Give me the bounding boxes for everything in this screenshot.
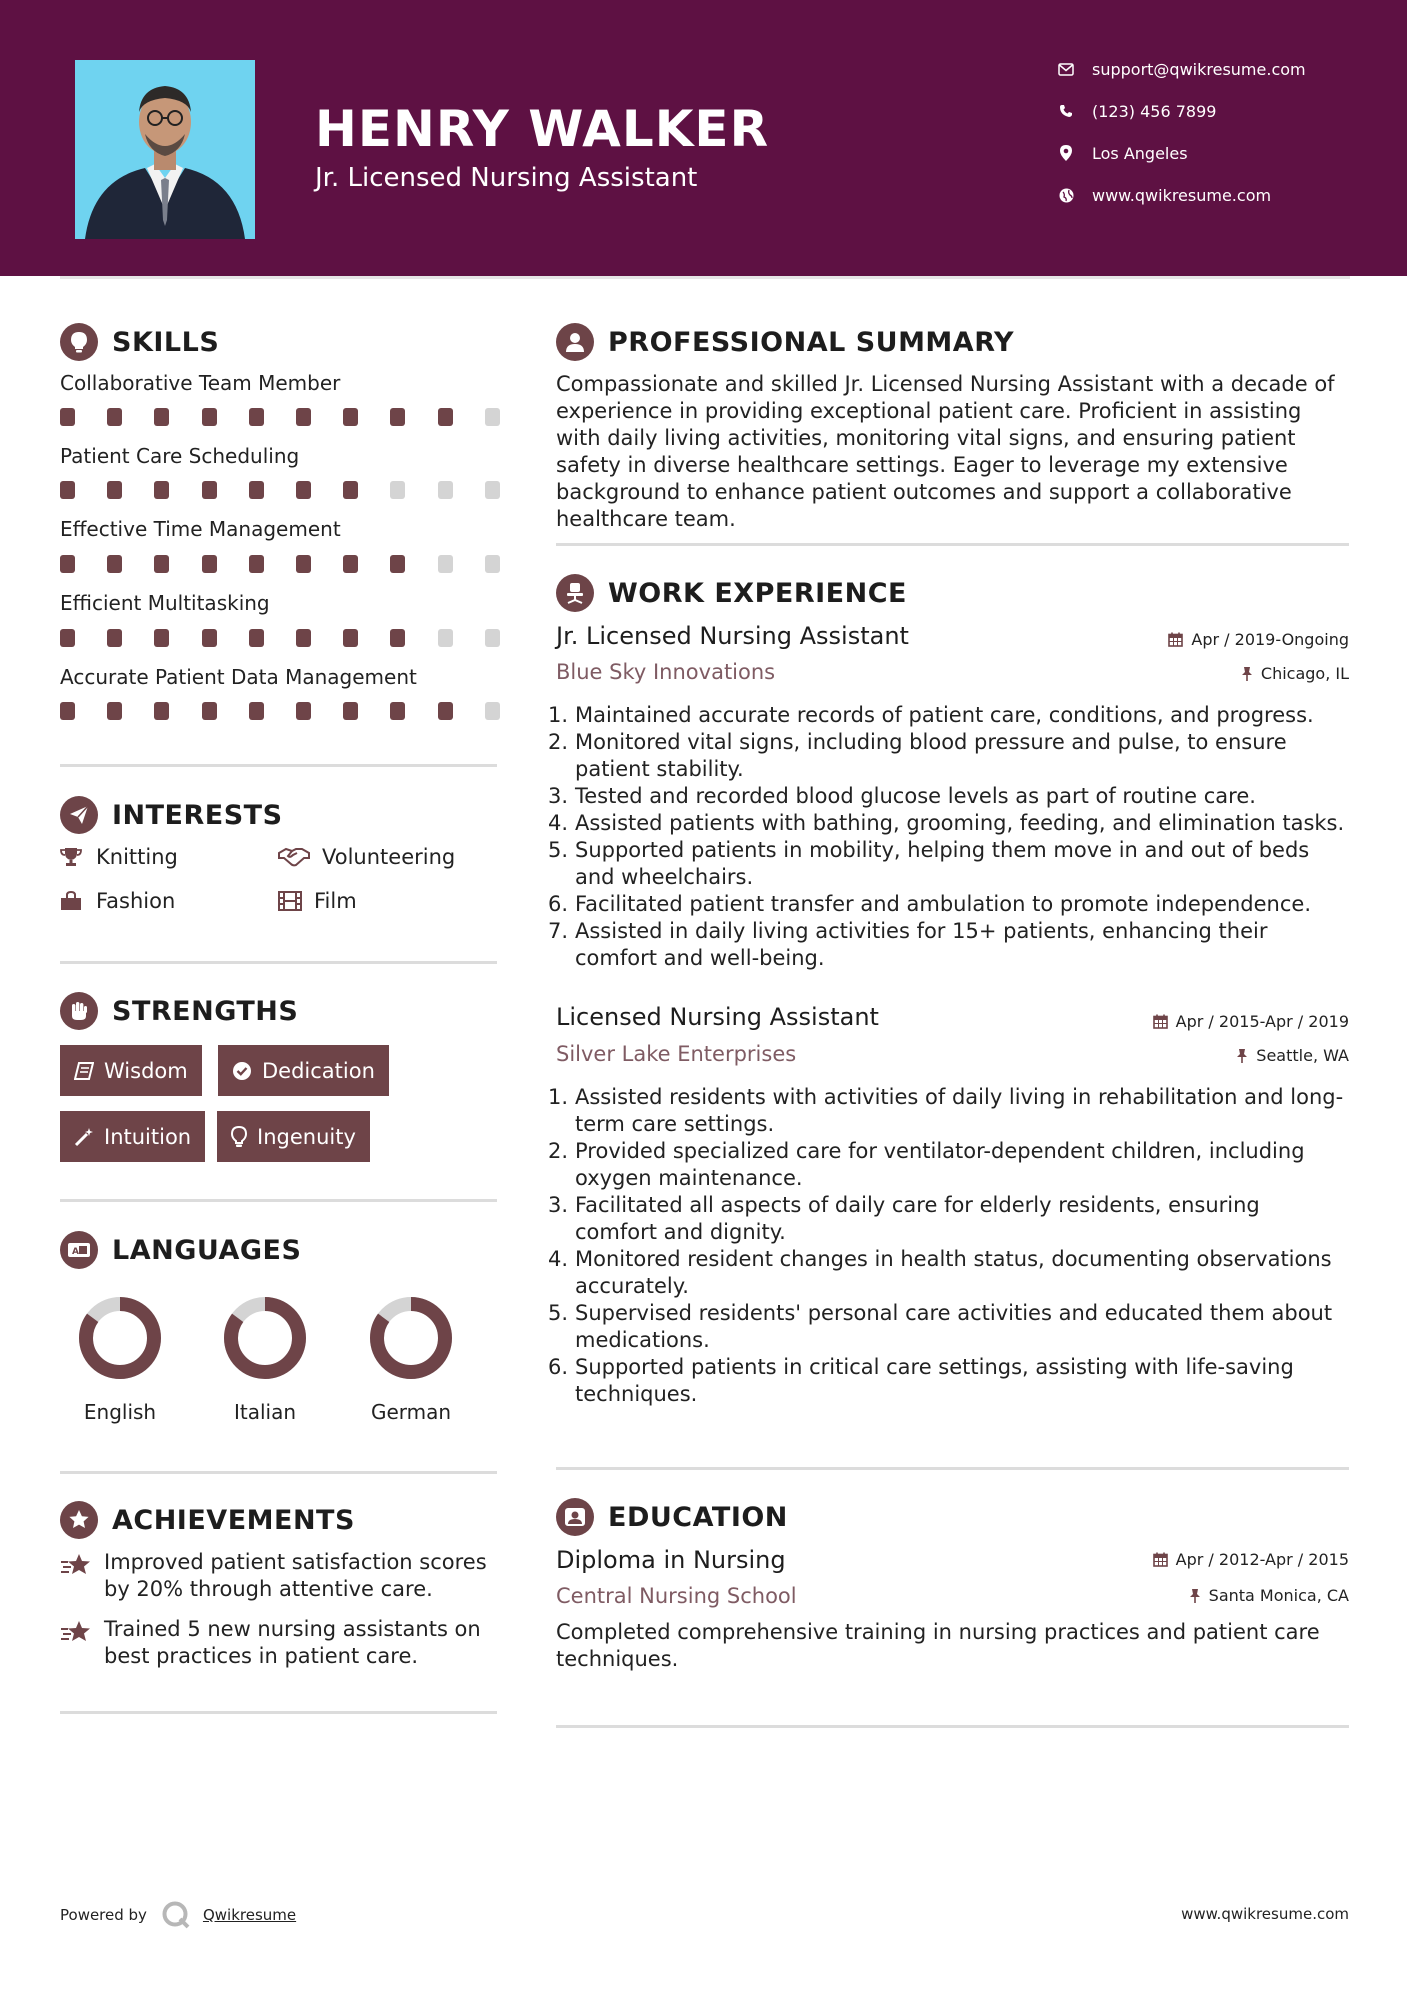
languages-title: LANGUAGES (112, 1234, 302, 1266)
job-dates-text: Apr / 2015-Apr / 2019 (1175, 1012, 1349, 1031)
film-icon (278, 891, 304, 911)
skill-dot (249, 408, 264, 426)
skill-dot (202, 629, 217, 647)
skill-dot (390, 481, 405, 499)
bullet-item: 2. Monitored vital signs, including blood pressure and pulse, to ensure patient stability. (548, 730, 1287, 781)
paper-plane-icon (60, 796, 98, 834)
skill-dot (485, 555, 500, 573)
strength-tag (60, 1111, 205, 1162)
skill-dot (202, 555, 217, 573)
section-divider (60, 1711, 497, 1714)
skill-rating (60, 629, 500, 647)
skill-dot (485, 629, 500, 647)
education-title: EDUCATION (608, 1501, 788, 1533)
language-donut (368, 1295, 454, 1381)
summary-title: PROFESSIONAL SUMMARY (608, 326, 1015, 358)
skill-dot (343, 702, 358, 720)
bullet-item: 6. Supported patients in critical care settings, assisting with life-saving techniques. (548, 1355, 1294, 1406)
contact-location (1055, 142, 1375, 164)
summary-text: Compassionate and skilled Jr. Licensed Nursing Assistant with a decade of experience in providing exceptional patient care. Proficient in assisting with daily living activities, monitoring vital signs, and ensuring patient safety in diverse healthcare settings. Eager to leverage my extensive background to enhance patient outcomes and support a collaborative healthcare team. (556, 372, 1335, 531)
magic-wand-icon (74, 1127, 94, 1147)
skill-dot (343, 408, 358, 426)
handshake-icon (278, 847, 312, 867)
skill-dot (296, 555, 311, 573)
skill-name: Effective Time Management (60, 517, 341, 541)
strength-tag (218, 1045, 389, 1096)
achievement-item (60, 1616, 500, 1670)
section-divider (556, 1467, 1349, 1470)
job-location-text: Chicago, IL (1260, 664, 1349, 683)
interest-item (278, 845, 455, 869)
skill-dot (60, 702, 75, 720)
education-description: Completed comprehensive training in nursing practices and patient care techniques. (556, 1620, 1320, 1671)
interest-item (278, 889, 357, 913)
education-location-text: Santa Monica, CA (1208, 1586, 1349, 1605)
skill-dot (438, 481, 453, 499)
skill-dot (296, 481, 311, 499)
candidate-name: HENRY WALKER (315, 100, 770, 158)
job-dates-text: Apr / 2019-Ongoing (1191, 630, 1349, 649)
skill-dot (390, 555, 405, 573)
company-name: Silver Lake Enterprises (556, 1042, 797, 1066)
skill-dot (296, 408, 311, 426)
skill-dot (485, 702, 500, 720)
section-divider (556, 543, 1349, 546)
resume-header (0, 0, 1407, 276)
skill-rating (60, 408, 500, 426)
section-divider (60, 1199, 497, 1202)
skill-dot (60, 555, 75, 573)
bullet-item: 6. Facilitated patient transfer and ambulation to promote independence. (548, 892, 1311, 916)
skill-dot (107, 629, 122, 647)
section-divider (60, 961, 497, 964)
bullet-item: 5. Supervised residents' personal care activities and educated them about medications. (548, 1301, 1333, 1352)
skill-dot (60, 629, 75, 647)
lightbulb-icon (60, 323, 98, 361)
interest-label: Knitting (96, 845, 178, 869)
skill-dot (296, 702, 311, 720)
skill-rating (60, 481, 500, 499)
skill-dot (249, 481, 264, 499)
bullet-item: 4. Monitored resident changes in health status, documenting observations accurately. (548, 1247, 1332, 1298)
contact-location-text: Los Angeles (1092, 143, 1188, 163)
job-dates (1168, 630, 1349, 649)
section-divider (60, 764, 497, 767)
bullet-item: 3. Tested and recorded blood glucose levels as part of routine care. (548, 784, 1256, 808)
lightbulb-icon (231, 1126, 247, 1148)
bullet-item: 1. Maintained accurate records of patient care, conditions, and progress. (548, 703, 1314, 727)
experience-heading (556, 574, 907, 612)
interest-item (60, 889, 175, 913)
skill-dot (202, 481, 217, 499)
job-location (1241, 664, 1349, 683)
strength-label: Wisdom (104, 1058, 188, 1083)
section-divider (556, 1725, 1349, 1728)
degree-name: Diploma in Nursing (556, 1546, 786, 1574)
experience-title: WORK EXPERIENCE (608, 577, 907, 609)
skill-name: Accurate Patient Data Management (60, 665, 417, 689)
interests-heading (60, 796, 283, 834)
skill-dot (154, 481, 169, 499)
bullet-item: 2. Provided specialized care for ventilator-dependent children, including oxygen maintenance. (548, 1139, 1305, 1190)
company-name: Blue Sky Innovations (556, 660, 776, 684)
skill-dot (154, 702, 169, 720)
school-name: Central Nursing School (556, 1584, 797, 1608)
star-badge-icon (60, 1501, 98, 1539)
skills-title: SKILLS (112, 326, 220, 358)
skill-dot (343, 629, 358, 647)
contact-phone-text: (123) 456 7899 (1092, 101, 1217, 121)
languages-heading (60, 1231, 301, 1269)
interest-item (60, 845, 178, 869)
calendar-icon (1153, 1552, 1168, 1567)
skill-dot (438, 408, 453, 426)
calendar-icon (1153, 1014, 1168, 1029)
skill-dot (249, 555, 264, 573)
skill-dot (249, 702, 264, 720)
skill-name: Collaborative Team Member (60, 371, 341, 395)
language-donut (222, 1295, 308, 1381)
strength-label: Intuition (104, 1124, 192, 1149)
skill-dot (438, 555, 453, 573)
skill-dot (249, 629, 264, 647)
contact-website-text: www.qwikresume.com (1092, 185, 1272, 205)
skill-dot (202, 702, 217, 720)
skill-dot (296, 629, 311, 647)
skill-name: Efficient Multitasking (60, 591, 270, 615)
skill-dot (390, 408, 405, 426)
svg-text:A: A (72, 1247, 79, 1257)
star-icon (60, 1549, 104, 1603)
education-dates-text: Apr / 2012-Apr / 2015 (1175, 1550, 1349, 1569)
skill-rating (60, 555, 500, 573)
footer-powered-by (60, 1900, 296, 1930)
skills-heading (60, 323, 219, 361)
skill-dot (485, 481, 500, 499)
powered-by-text: Powered by (60, 1906, 147, 1924)
skill-dot (390, 702, 405, 720)
user-icon (556, 323, 594, 361)
skill-dot (107, 481, 122, 499)
job-dates (1153, 1012, 1349, 1031)
interest-label: Volunteering (322, 845, 456, 869)
achievement-text: Trained 5 new nursing assistants on best practices in patient care. (104, 1617, 481, 1668)
profile-photo (75, 60, 255, 239)
language-label: Italian (233, 1400, 297, 1424)
summary-heading (556, 323, 1014, 361)
skill-dot (107, 408, 122, 426)
book-icon (74, 1062, 94, 1080)
skill-dot (60, 481, 75, 499)
education-dates (1153, 1550, 1349, 1569)
achievements-title: ACHIEVEMENTS (112, 1504, 355, 1536)
globe-icon (1055, 184, 1077, 206)
strength-tag (217, 1111, 370, 1162)
skill-dot (60, 408, 75, 426)
bullet-item: 5. Supported patients in mobility, helping them move in and out of beds and wheelchairs. (548, 838, 1310, 889)
achievement-text: Improved patient satisfaction scores by 20% through attentive care. (104, 1550, 487, 1601)
skill-dot (485, 408, 500, 426)
envelope-icon (1055, 58, 1077, 80)
job-bullets (548, 702, 1346, 972)
graduate-icon (556, 1498, 594, 1536)
strength-tag (60, 1045, 202, 1096)
bullet-item: 7. Assisted in daily living activities for 15+ patients, enhancing their comfort and well-being. (548, 919, 1268, 970)
map-pin-icon (1055, 142, 1077, 164)
skill-dot (154, 629, 169, 647)
education-heading (556, 1498, 788, 1536)
job-bullets (548, 1084, 1346, 1408)
skill-dot (343, 555, 358, 573)
skill-dot (202, 408, 217, 426)
contact-phone[interactable] (1055, 100, 1375, 122)
job-role: Jr. Licensed Nursing Assistant (556, 622, 909, 650)
trophy-icon (60, 847, 86, 867)
skill-dot (390, 629, 405, 647)
skill-name: Patient Care Scheduling (60, 444, 300, 468)
contact-website[interactable] (1055, 184, 1375, 206)
header-divider (60, 276, 1350, 279)
calendar-icon (1168, 632, 1183, 647)
job-role: Licensed Nursing Assistant (556, 1003, 879, 1031)
candidate-title: Jr. Licensed Nursing Assistant (315, 163, 698, 193)
strength-label: Ingenuity (257, 1124, 356, 1149)
bullet-item: 4. Assisted patients with bathing, grooming, feeding, and elimination tasks. (548, 811, 1345, 835)
strength-label: Dedication (262, 1058, 375, 1083)
strengths-title: STRENGTHS (112, 995, 299, 1027)
strengths-heading (60, 992, 298, 1030)
bullet-item: 3. Facilitated all aspects of daily care for elderly residents, ensuring comfort and dignity. (548, 1193, 1260, 1244)
interest-label: Film (314, 889, 357, 913)
footer-website[interactable]: www.qwikresume.com (1181, 1905, 1349, 1923)
bullet-item: 1. Assisted residents with activities of daily living in rehabilitation and long-term care settings. (548, 1085, 1344, 1136)
shopping-bag-icon (60, 891, 86, 911)
skill-rating (60, 702, 500, 720)
interests-title: INTERESTS (112, 799, 283, 831)
skill-dot (107, 555, 122, 573)
language-label: German (370, 1400, 452, 1424)
skill-dot (438, 629, 453, 647)
language-label: English (83, 1400, 157, 1424)
skill-dot (343, 481, 358, 499)
pushpin-icon (1236, 1048, 1248, 1063)
qwikresume-logo-icon (161, 1900, 191, 1930)
achievement-item (60, 1549, 500, 1603)
pushpin-icon (1241, 666, 1253, 681)
job-location (1236, 1046, 1349, 1065)
language-icon (60, 1231, 98, 1269)
interest-label: Fashion (96, 889, 176, 913)
check-circle-icon (232, 1061, 252, 1081)
hand-fist-icon (60, 992, 98, 1030)
skill-dot (154, 555, 169, 573)
skill-dot (154, 408, 169, 426)
skill-dot (107, 702, 122, 720)
section-divider (60, 1471, 497, 1474)
contact-email-text: support@qwikresume.com (1092, 59, 1306, 79)
achievements-heading (60, 1501, 355, 1539)
language-donut (77, 1295, 163, 1381)
job-location-text: Seattle, WA (1256, 1046, 1349, 1065)
phone-icon (1055, 100, 1077, 122)
skill-dot (438, 702, 453, 720)
contact-email[interactable] (1055, 58, 1375, 80)
education-location (1189, 1586, 1349, 1605)
office-chair-icon (556, 574, 594, 612)
qwikresume-link[interactable]: Qwikresume (202, 1906, 297, 1924)
pushpin-icon (1189, 1588, 1201, 1603)
star-icon (60, 1616, 104, 1670)
